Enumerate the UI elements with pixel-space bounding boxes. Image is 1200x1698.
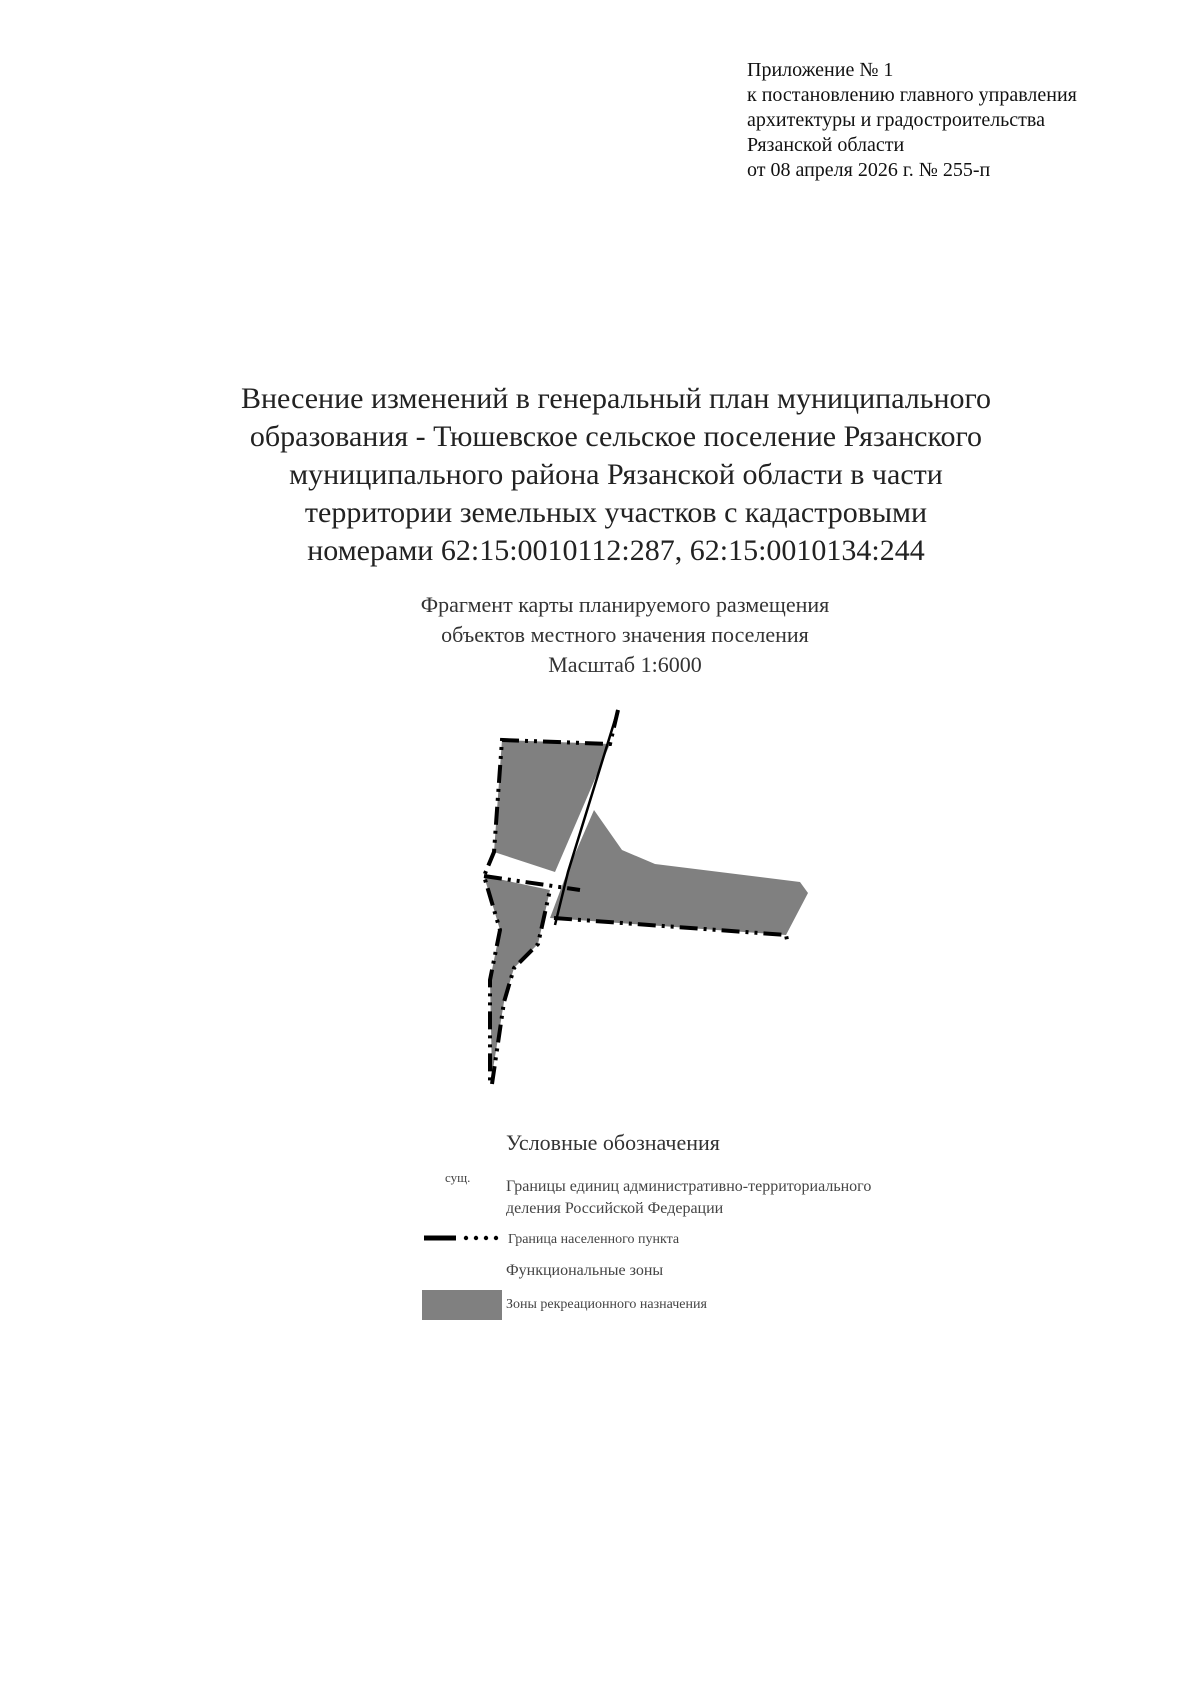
legend-admin-boundary-line: деления Российской Федерации — [506, 1200, 724, 1217]
appendix-line: Рязанской области — [747, 134, 905, 156]
appendix-date: от 08 апреля 2026 г. № 255-п — [747, 159, 991, 181]
recreation-zone-swatch — [422, 1290, 502, 1320]
legend-recreation-zone-label: Зоны рекреационного назначения — [506, 1297, 707, 1312]
legend-admin-boundary-line: Границы единиц административно-территориального — [506, 1178, 872, 1195]
title-line: территории земельных участков с кадастровыми — [304, 496, 928, 529]
appendix-line: к постановлению главного управления — [747, 84, 1077, 106]
appendix-line: архитектуры и градостроительства — [747, 109, 1045, 131]
appendix-line: Приложение № 1 — [747, 59, 894, 81]
recreation-zone-east — [550, 810, 808, 935]
appendix-block — [747, 58, 1077, 183]
legend-functional-zones-heading: Функциональные зоны — [506, 1262, 664, 1279]
admin-boundary-mark: сущ. — [445, 1170, 471, 1185]
legend-settlement-boundary-label: Граница населенного пункта — [508, 1232, 680, 1247]
settlement-boundary-symbol — [422, 1232, 506, 1244]
document-title — [0, 380, 1200, 570]
legend-title: Условные обозначения — [506, 1130, 720, 1155]
map-scale: Масштаб 1:6000 — [548, 652, 702, 677]
title-line: Внесение изменений в генеральный план муниципального — [240, 382, 992, 415]
title-line: муниципального района Рязанской области в части — [289, 458, 943, 491]
subtitle-line: объектов местного значения поселения — [441, 622, 809, 647]
legend-admin-boundary-label — [506, 1176, 871, 1220]
map-subtitle — [0, 590, 1200, 680]
title-line: номерами 62:15:0010112:287, 62:15:0010134:244 — [307, 534, 925, 567]
map-fragment — [470, 700, 810, 1100]
subtitle-line: Фрагмент карты планируемого размещения — [420, 592, 830, 617]
recreation-zone-south — [484, 876, 550, 1075]
title-line: образования - Тюшевское сельское поселение Рязанского — [249, 420, 983, 453]
